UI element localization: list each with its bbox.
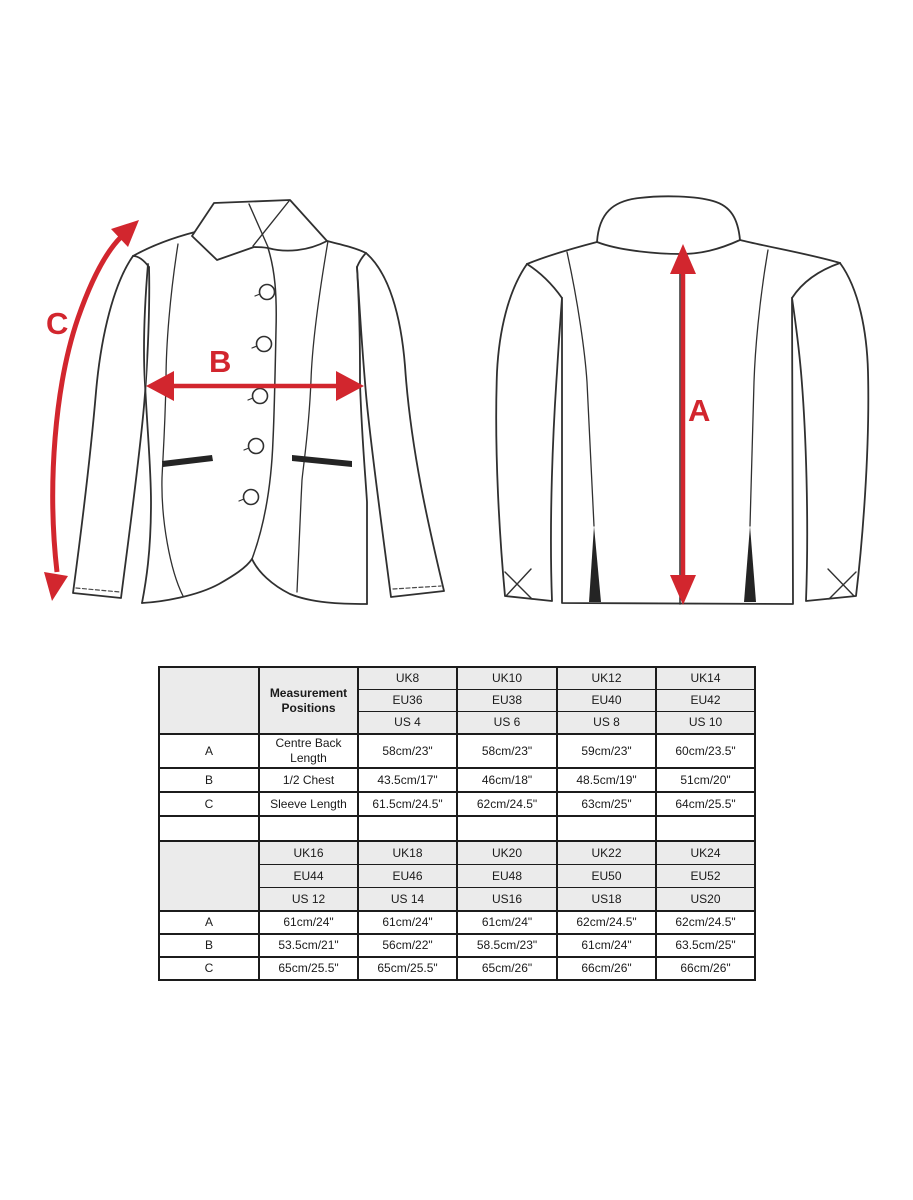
size-header-uk: UK22 xyxy=(557,841,656,865)
front-pocket-right xyxy=(292,455,352,467)
label-back-length-a: A xyxy=(688,393,711,428)
label-half-chest-b: B xyxy=(209,344,232,379)
measure-value: 46cm/18" xyxy=(457,768,557,792)
front-buttons xyxy=(239,285,275,505)
measure-position: Sleeve Length xyxy=(259,792,358,816)
measure-position: Centre Back Length xyxy=(259,734,358,768)
measure-value: 59cm/23" xyxy=(557,734,656,768)
measure-value: 64cm/25.5" xyxy=(656,792,755,816)
size-header-uk: UK24 xyxy=(656,841,755,865)
table-row xyxy=(159,734,755,768)
measure-value: 62cm/24.5" xyxy=(656,911,755,934)
size-header-us: US 4 xyxy=(358,712,457,735)
label-sleeve-length-c: C xyxy=(46,306,69,341)
table-row xyxy=(159,934,755,957)
size-header-us: US 8 xyxy=(557,712,656,735)
corner-cell xyxy=(159,667,259,734)
size-header-us: US 12 xyxy=(259,888,358,912)
size-header-uk: UK20 xyxy=(457,841,557,865)
size-header-us: US16 xyxy=(457,888,557,912)
measure-value: 66cm/26" xyxy=(656,957,755,980)
size-header-uk: UK8 xyxy=(358,667,457,690)
size-header-us: US 6 xyxy=(457,712,557,735)
spacer-cell xyxy=(358,816,457,841)
measure-value: 61cm/24" xyxy=(259,911,358,934)
measure-value: 56cm/22" xyxy=(358,934,457,957)
measure-position: 1/2 Chest xyxy=(259,768,358,792)
measure-value: 58cm/23" xyxy=(358,734,457,768)
measure-value: 58.5cm/23" xyxy=(457,934,557,957)
size-header-uk: UK18 xyxy=(358,841,457,865)
table-row xyxy=(159,768,755,792)
table-row xyxy=(159,957,755,980)
size-header-eu: EU36 xyxy=(358,690,457,712)
measure-value: 48.5cm/19" xyxy=(557,768,656,792)
size-header-eu: EU46 xyxy=(358,865,457,888)
measure-value: 63.5cm/25" xyxy=(656,934,755,957)
size-header-us: US 14 xyxy=(358,888,457,912)
measure-value: 62cm/24.5" xyxy=(557,911,656,934)
table-row xyxy=(159,792,755,816)
measure-value: 65cm/25.5" xyxy=(259,957,358,980)
measure-value: 61cm/24" xyxy=(358,911,457,934)
size-header-eu: EU50 xyxy=(557,865,656,888)
measure-value: 51cm/20" xyxy=(656,768,755,792)
table-row xyxy=(159,911,755,934)
corner-cell xyxy=(159,841,259,911)
measure-value: 62cm/24.5" xyxy=(457,792,557,816)
measure-key: B xyxy=(159,768,259,792)
size-header-eu: EU40 xyxy=(557,690,656,712)
measure-value: 61cm/24" xyxy=(557,934,656,957)
size-header-uk: UK10 xyxy=(457,667,557,690)
measure-value: 61cm/24" xyxy=(457,911,557,934)
header-row-uk-2 xyxy=(159,841,755,865)
size-header-us: US 10 xyxy=(656,712,755,735)
size-header-eu: EU48 xyxy=(457,865,557,888)
header-row-uk xyxy=(159,667,755,690)
measure-value: 61.5cm/24.5" xyxy=(358,792,457,816)
spacer-cell xyxy=(159,816,259,841)
spacer-cell xyxy=(457,816,557,841)
size-header-uk: UK16 xyxy=(259,841,358,865)
size-header-eu: EU52 xyxy=(656,865,755,888)
size-header-uk: UK14 xyxy=(656,667,755,690)
size-header-eu: EU38 xyxy=(457,690,557,712)
measure-value: 43.5cm/17" xyxy=(358,768,457,792)
measure-key: B xyxy=(159,934,259,957)
measure-value: 65cm/26" xyxy=(457,957,557,980)
measure-value: 58cm/23" xyxy=(457,734,557,768)
measure-value: 65cm/25.5" xyxy=(358,957,457,980)
size-header-us: US18 xyxy=(557,888,656,912)
measure-value: 63cm/25" xyxy=(557,792,656,816)
size-chart-body xyxy=(159,667,755,980)
measure-value: 60cm/23.5" xyxy=(656,734,755,768)
size-header-us: US20 xyxy=(656,888,755,912)
spacer-cell xyxy=(259,816,358,841)
measure-value: 66cm/26" xyxy=(557,957,656,980)
size-header-uk: UK12 xyxy=(557,667,656,690)
jacket-front-drawing xyxy=(73,200,444,604)
spacer-row xyxy=(159,816,755,841)
spacer-cell xyxy=(656,816,755,841)
measure-key: A xyxy=(159,911,259,934)
front-pocket-left xyxy=(162,455,213,467)
measure-value: 53.5cm/21" xyxy=(259,934,358,957)
measure-key: C xyxy=(159,957,259,980)
size-header-eu: EU42 xyxy=(656,690,755,712)
size-chart-table xyxy=(158,666,756,981)
measure-key: A xyxy=(159,734,259,768)
measure-key: C xyxy=(159,792,259,816)
size-header-eu: EU44 xyxy=(259,865,358,888)
spacer-cell xyxy=(557,816,656,841)
measurement-positions-header: Measurement Positions xyxy=(259,667,358,734)
